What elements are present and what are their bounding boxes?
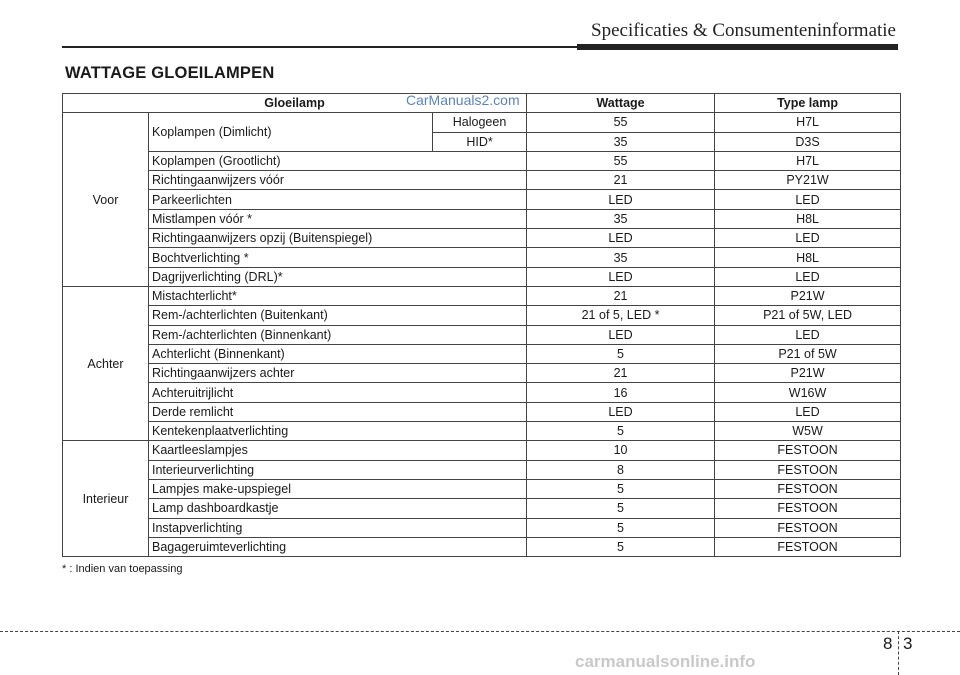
- row-label: Richtingaanwijzers vóór: [149, 171, 527, 190]
- row-wattage: 5: [527, 499, 715, 518]
- watermark-carmanualsonline[interactable]: carmanualsonline.info: [575, 652, 756, 671]
- row-sublabel: HID*: [433, 132, 527, 151]
- table-row: [63, 113, 901, 132]
- bulb-wattage-table: [62, 93, 901, 557]
- row-type: LED: [715, 402, 901, 421]
- row-label: Kaartleeslampjes: [149, 441, 527, 460]
- chapter-title: Specificaties & Consumenteninformatie: [591, 20, 896, 41]
- row-label: Koplampen (Dimlicht): [149, 113, 433, 152]
- row-wattage: LED: [527, 190, 715, 209]
- row-type: FESTOON: [715, 460, 901, 479]
- row-wattage: 10: [527, 441, 715, 460]
- row-sublabel: Halogeen: [433, 113, 527, 132]
- table-row: [63, 441, 901, 460]
- table-row: [63, 325, 901, 344]
- table-row: [63, 422, 901, 441]
- row-type: LED: [715, 325, 901, 344]
- row-label: Achterlicht (Binnenkant): [149, 344, 527, 363]
- row-type: P21 of 5W, LED: [715, 306, 901, 325]
- row-wattage: 21 of 5, LED *: [527, 306, 715, 325]
- table-row: [63, 248, 901, 267]
- row-type: LED: [715, 267, 901, 286]
- table-row: [63, 209, 901, 228]
- row-type: D3S: [715, 132, 901, 151]
- row-label: Richtingaanwijzers achter: [149, 364, 527, 383]
- group-label-interieur: Interieur: [63, 441, 149, 557]
- row-type: P21W: [715, 286, 901, 305]
- row-label: Instapverlichting: [149, 518, 527, 537]
- table-row: [63, 286, 901, 305]
- row-wattage: 35: [527, 209, 715, 228]
- row-wattage: 16: [527, 383, 715, 402]
- row-wattage: 21: [527, 286, 715, 305]
- row-type: PY21W: [715, 171, 901, 190]
- row-type: H7L: [715, 113, 901, 132]
- table-row: [63, 518, 901, 537]
- row-type: W5W: [715, 422, 901, 441]
- header-gloeilamp: Gloeilamp: [63, 94, 527, 113]
- footer-page-divider: [898, 631, 899, 675]
- row-label: Bochtverlichting *: [149, 248, 527, 267]
- table-row: [63, 479, 901, 498]
- row-wattage: 21: [527, 364, 715, 383]
- row-wattage: 5: [527, 537, 715, 556]
- row-wattage: LED: [527, 267, 715, 286]
- row-label: Interieurverlichting: [149, 460, 527, 479]
- row-label: Mistlampen vóór *: [149, 209, 527, 228]
- row-type: FESTOON: [715, 537, 901, 556]
- row-label: Parkeerlichten: [149, 190, 527, 209]
- row-wattage: 5: [527, 479, 715, 498]
- row-type: P21 of 5W: [715, 344, 901, 363]
- row-label: Dagrijverlichting (DRL)*: [149, 267, 527, 286]
- row-label: Achteruitrijlicht: [149, 383, 527, 402]
- header-rule-accent: [577, 44, 898, 50]
- table-row: [63, 460, 901, 479]
- row-type: H8L: [715, 209, 901, 228]
- row-label: Kentekenplaatverlichting: [149, 422, 527, 441]
- row-label: Lampjes make-upspiegel: [149, 479, 527, 498]
- row-wattage: 5: [527, 422, 715, 441]
- row-wattage: 35: [527, 248, 715, 267]
- page-chapter-number: 8: [883, 634, 893, 653]
- row-wattage: 8: [527, 460, 715, 479]
- row-type: H8L: [715, 248, 901, 267]
- table-row: [63, 190, 901, 209]
- group-label-voor: Voor: [63, 113, 149, 287]
- table-row: [63, 171, 901, 190]
- table-row: [63, 537, 901, 556]
- row-label: Lamp dashboardkastje: [149, 499, 527, 518]
- row-type: FESTOON: [715, 479, 901, 498]
- group-label-achter: Achter: [63, 286, 149, 440]
- table-row: [63, 151, 901, 170]
- watermark-carmanuals2[interactable]: CarManuals2.com: [406, 92, 520, 108]
- row-label: Mistachterlicht*: [149, 286, 527, 305]
- row-type: W16W: [715, 383, 901, 402]
- page-number: 3: [903, 634, 913, 653]
- row-label: Koplampen (Grootlicht): [149, 151, 527, 170]
- row-type: H7L: [715, 151, 901, 170]
- row-type: FESTOON: [715, 441, 901, 460]
- row-wattage: 5: [527, 344, 715, 363]
- row-label: Derde remlicht: [149, 402, 527, 421]
- table-row: [63, 499, 901, 518]
- table-row: [63, 402, 901, 421]
- table-row: [63, 306, 901, 325]
- row-type: LED: [715, 190, 901, 209]
- row-wattage: LED: [527, 229, 715, 248]
- table-row: [63, 364, 901, 383]
- row-wattage: 35: [527, 132, 715, 151]
- row-wattage: 5: [527, 518, 715, 537]
- header-type-lamp: Type lamp: [715, 94, 901, 113]
- row-wattage: LED: [527, 325, 715, 344]
- table-row: [63, 267, 901, 286]
- row-label: Richtingaanwijzers opzij (Buitenspiegel): [149, 229, 527, 248]
- header-wattage: Wattage: [527, 94, 715, 113]
- row-type: LED: [715, 229, 901, 248]
- row-wattage: LED: [527, 402, 715, 421]
- table-row: [63, 383, 901, 402]
- row-label: Rem-/achterlichten (Buitenkant): [149, 306, 527, 325]
- row-type: FESTOON: [715, 518, 901, 537]
- row-type: FESTOON: [715, 499, 901, 518]
- footer-rule: [0, 631, 960, 632]
- row-wattage: 55: [527, 113, 715, 132]
- row-label: Bagageruimteverlichting: [149, 537, 527, 556]
- row-wattage: 21: [527, 171, 715, 190]
- table-row: [63, 229, 901, 248]
- section-title: WATTAGE GLOEILAMPEN: [65, 64, 275, 82]
- row-wattage: 55: [527, 151, 715, 170]
- row-label: Rem-/achterlichten (Binnenkant): [149, 325, 527, 344]
- row-type: P21W: [715, 364, 901, 383]
- table-row: [63, 344, 901, 363]
- footnote: * : Indien van toepassing: [62, 563, 183, 575]
